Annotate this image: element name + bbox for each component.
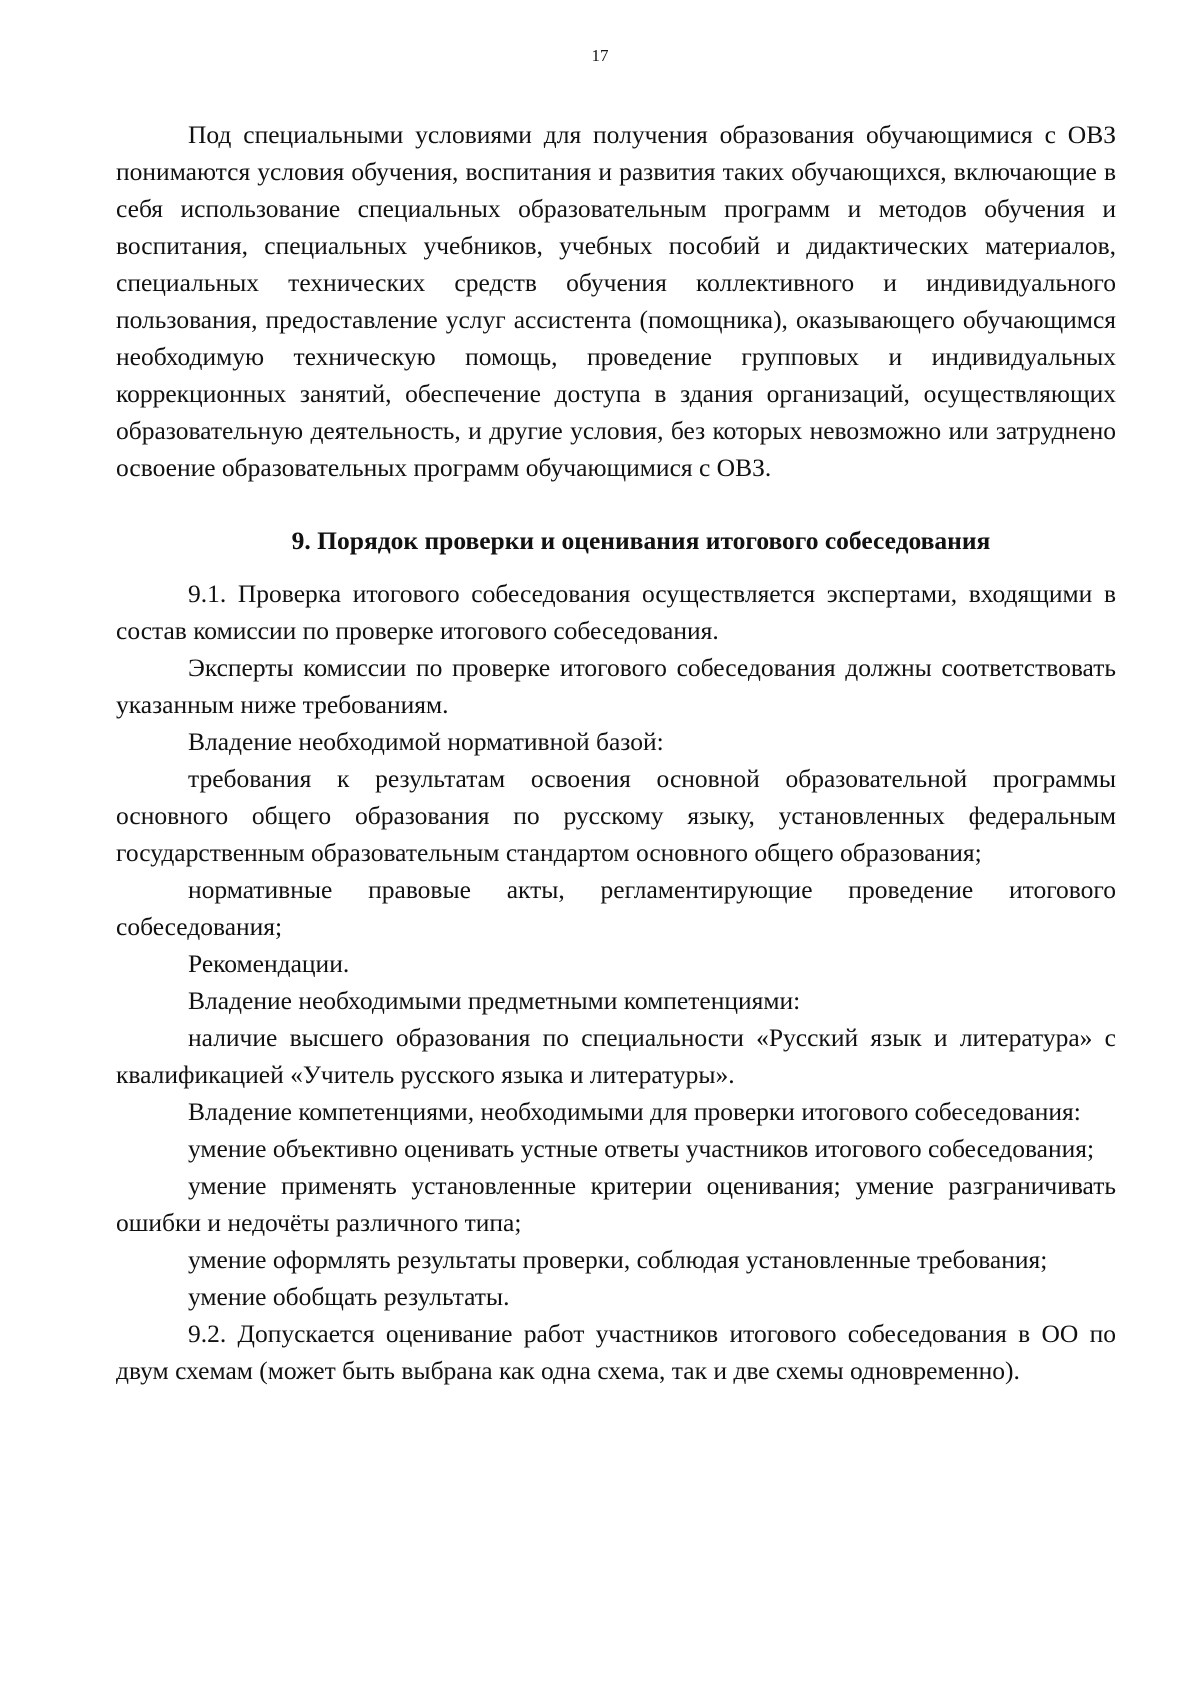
paragraph-apply-criteria: умение применять установленные критерии оценивания; умение разграничивать ошибки и недочёты различного типа;	[116, 1171, 1116, 1237]
page-number: 17	[591, 46, 609, 65]
paragraph-checking-competencies: Владение компетенциями, необходимыми для проверки итогового собеседования:	[188, 1097, 1081, 1126]
paragraph-9-1: 9.1. Проверка итогового собеседования осуществляется экспертами, входящими в состав комиссии по проверке итогового собеседования.	[116, 579, 1116, 645]
paragraph-objective-evaluation: умение объективно оценивать устные ответы участников итогового собеседования;	[188, 1134, 1095, 1163]
page-content	[116, 116, 1116, 1389]
paragraph-normative-base: Владение необходимой нормативной базой:	[188, 727, 664, 756]
paragraph-higher-education: наличие высшего образования по специальности «Русский язык и литература» с квалификацией «Учитель русского языка и литературы».	[116, 1023, 1116, 1089]
paragraph-recommendations: Рекомендации.	[188, 949, 350, 978]
paragraph-legal-acts: нормативные правовые акты, регламентирующие проведение итогового собеседования;	[116, 875, 1116, 941]
paragraph-generalize-results: умение обобщать результаты.	[188, 1282, 510, 1311]
paragraph-subject-competencies: Владение необходимыми предметными компетенциями:	[188, 986, 801, 1015]
paragraph-results-requirements: требования к результатам освоения основной образовательной программы основного общего образования по русскому языку, установленных федеральным государственным образовательным стандартом основного общего образования;	[116, 764, 1116, 867]
paragraph-experts-requirements: Эксперты комиссии по проверке итогового собеседования должны соответствовать указанным ниже требованиям.	[116, 653, 1116, 719]
section-heading: 9. Порядок проверки и оценивания итогового собеседования	[291, 526, 991, 555]
intro-paragraph: Под специальными условиями для получения образования обучающимися с ОВЗ понимаются условия обучения, воспитания и развития таких обучающихся, включающие в себя использование специальных образовательным программ и методов обучения и воспитания, специальных учебников, учебных пособий и дидактических материалов, специальных технических средств обучения коллективного и индивидуального пользования, предоставление услуг ассистента (помощника), оказывающего обучающимся необходимую техническую помощь, проведение групповых и индивидуальных коррекционных занятий, обеспечение доступа в здания организаций, осуществляющих образовательную деятельность, и другие условия, без которых невозможно или затруднено освоение образовательных программ обучающимися с ОВЗ.	[116, 120, 1116, 482]
paragraph-9-2: 9.2. Допускается оценивание работ участников итогового собеседования в ОО по двум схемам (может быть выбрана как одна схема, так и две схемы одновременно).	[116, 1319, 1116, 1385]
paragraph-format-results: умение оформлять результаты проверки, соблюдая установленные требования;	[188, 1245, 1048, 1274]
